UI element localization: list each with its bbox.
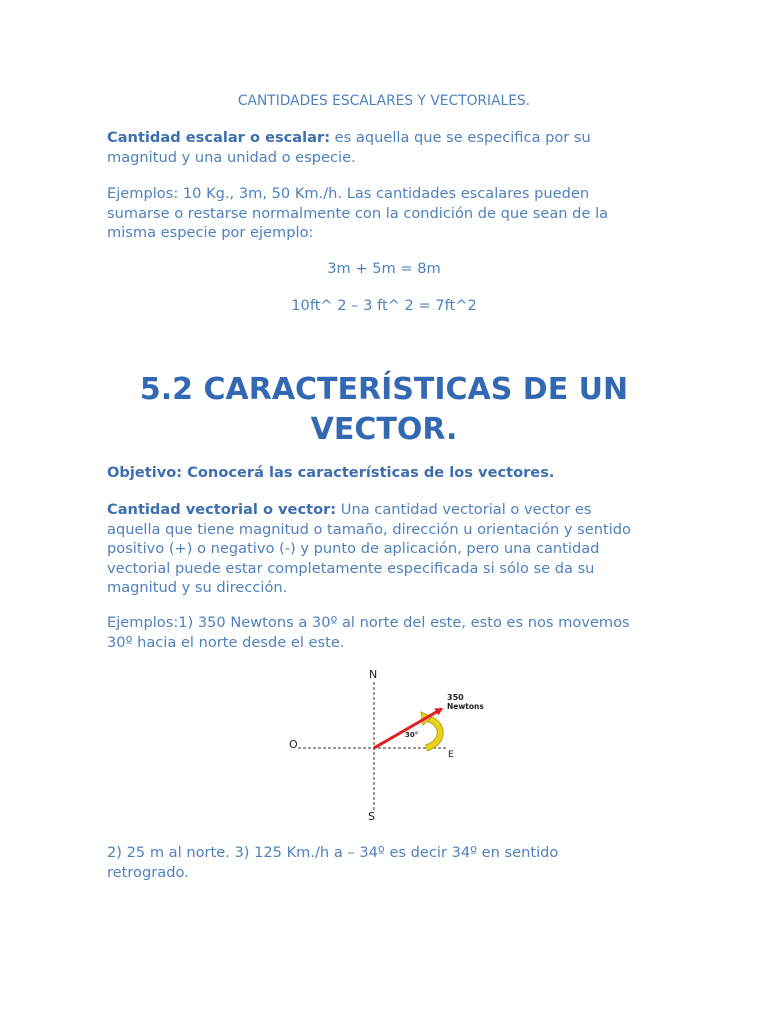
scalar-examples: Ejemplos: 10 Kg., 3m, 50 Km./h. Las cantidades escalares pueden sumarse o restarse normalmente con la condición de que sean de la misma especie por ejemplo: <box>107 185 609 241</box>
vector-term: Cantidad vectorial o vector: <box>107 501 337 518</box>
vector-definition-text: Una cantidad vectorial o vector es aquella que tiene magnitud o tamaño, dirección u orientación y sentido positivo (+) o negativo (-) y punto de aplicación, pero una cantidad vectorial puede estar completamente especificada si sólo se da su magnitud y su dirección. <box>107 501 631 596</box>
more-examples: 2) 25 m al norte. 3) 125 Km./h a – 34º es decir 34º en sentido retrogrado. <box>107 844 559 881</box>
angle-label: 30° <box>405 731 419 739</box>
magnitude-label-unit: Newtons <box>447 702 484 711</box>
scalar-definition <box>107 128 637 167</box>
section-heading-line-2: VECTOR. <box>310 412 458 447</box>
section-heading <box>0 370 768 450</box>
magnitude-label-number: 350 <box>447 693 464 702</box>
section-heading-line-1: 5.2 CARACTERÍSTICAS DE UN <box>139 372 629 407</box>
equation-2: 10ft^ 2 – 3 ft^ 2 = 7ft^2 <box>291 297 477 314</box>
angle-arc <box>426 718 440 748</box>
vector-diagram <box>280 662 510 827</box>
scalar-definition-text: es aquella que se especifica por su magnitud y una unidad o especie. <box>107 129 591 166</box>
equation-1: 3m + 5m = 8m <box>327 260 441 277</box>
document-title: CANTIDADES ESCALARES Y VECTORIALES. <box>237 93 531 109</box>
east-label: E <box>448 750 454 760</box>
scalar-term: Cantidad escalar o escalar: <box>107 129 331 146</box>
objective: Objetivo: Conocerá las características de los vectores. <box>107 464 555 481</box>
vector-examples: Ejemplos:1) 350 Newtons a 30º al norte del este, esto es nos movemos 30º hacia el norte desde el este. <box>107 614 630 651</box>
vector-definition <box>107 500 637 598</box>
south-label: S <box>368 810 375 823</box>
west-label: O <box>289 738 298 751</box>
north-label: N <box>369 668 378 681</box>
